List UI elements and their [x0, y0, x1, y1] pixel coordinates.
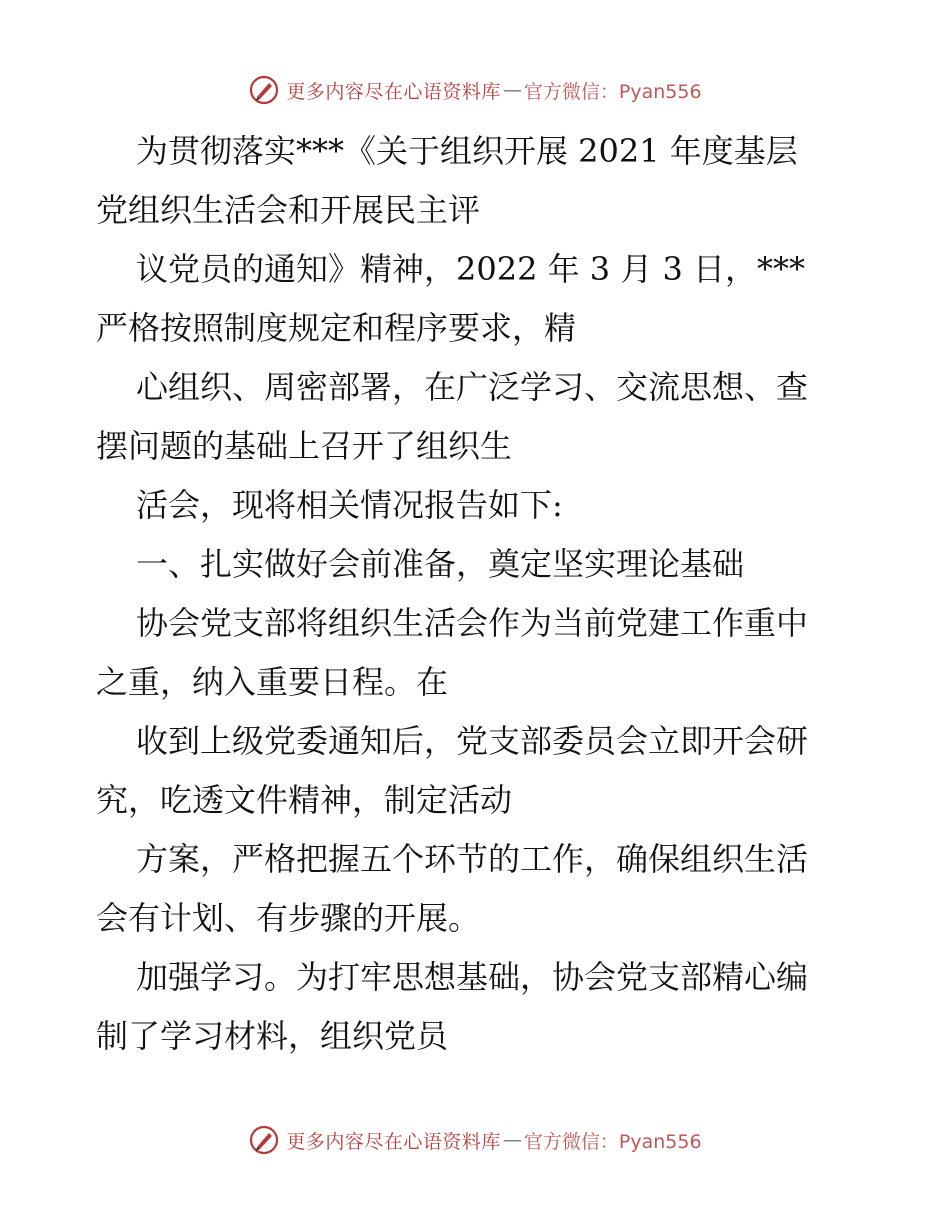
watermark-text: 更多内容尽在心语资料库: [286, 80, 501, 103]
text-line: 究，吃透文件精神，制定活动: [96, 781, 513, 819]
section-heading: 一、扎实做好会前准备，奠定坚实理论基础: [136, 545, 745, 583]
text-line: 加强学习。为打牢思想基础，协会党支部精心编: [136, 958, 809, 996]
text-line: 严格按照制度规定和程序要求，精: [96, 309, 577, 347]
text-line: 收到上级党委通知后，党支部委员会立即开会研: [136, 722, 809, 760]
text-line: 摆问题的基础上召开了组织生: [96, 427, 513, 465]
pen-logo-icon: [248, 74, 280, 106]
text-line: 活会，现将相关情况报告如下:: [136, 486, 563, 524]
footer-watermark: [0, 1122, 950, 1158]
pen-logo-icon: [248, 1124, 280, 1156]
text-line: 协会党支部将组织生活会作为当前党建工作重中: [136, 604, 809, 642]
document-body: [96, 122, 856, 1066]
text-line: 为贯彻落实***《关于组织开展 2021 年度基层: [136, 132, 798, 170]
watermark-wechat: 官方微信：Pyan556: [523, 1130, 702, 1153]
header-watermark: [0, 72, 950, 108]
text-line: 党组织生活会和开展民主评: [96, 191, 481, 229]
text-line: 心组织、周密部署，在广泛学习、交流思想、查: [136, 368, 809, 406]
watermark-wechat: 官方微信：Pyan556: [523, 80, 702, 103]
text-line: 方案，严格把握五个环节的工作，确保组织生活: [136, 840, 809, 878]
text-line: 会有计划、有步骤的开展。: [96, 899, 481, 937]
watermark-dash: —: [502, 1129, 522, 1151]
watermark-text: 更多内容尽在心语资料库: [286, 1130, 501, 1153]
watermark-dash: —: [502, 79, 522, 101]
text-line: 之重，纳入重要日程。在: [96, 663, 449, 701]
text-line: 制了学习材料，组织党员: [96, 1017, 449, 1055]
text-line: 议党员的通知》精神，2022 年 3 月 3 日，***: [136, 250, 806, 288]
